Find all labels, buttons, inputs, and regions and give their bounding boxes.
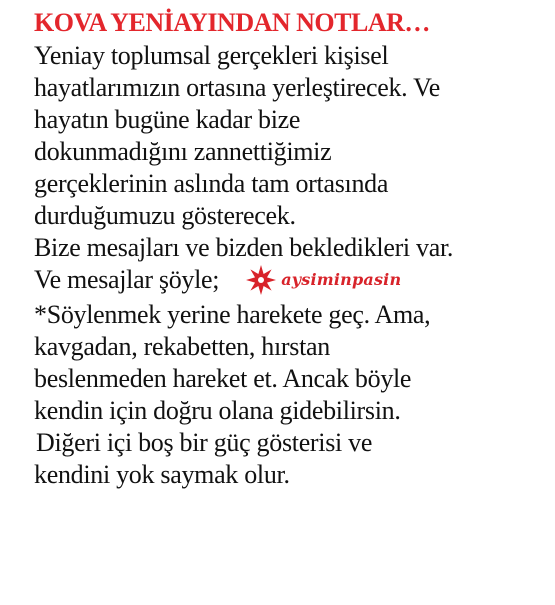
star-burst-icon [245, 264, 277, 296]
body-line-6: durduğumuzu gösterecek. [34, 201, 296, 230]
body-line-8: Ve mesajlar şöyle; [34, 265, 220, 294]
body-line-11: beslenmeden hareket et. Ancak böyle [34, 364, 412, 394]
body-line-8-wrap [34, 264, 545, 299]
body-line-2: hayatlarımızın ortasına yerleştirecek. Ve [34, 73, 440, 102]
body-line-1: Yeniay toplumsal gerçekleri kişisel [34, 41, 389, 70]
signature [245, 262, 401, 296]
body-line-5: gerçeklerinin aslında tam ortasında [34, 169, 389, 198]
note-title: KOVA YENİAYINDAN NOTLAR… [34, 8, 430, 37]
signature-text: aysiminpasin [281, 270, 402, 290]
body-line-9: *Söylenmek yerine harekete geç. Ama, [34, 300, 431, 330]
body-line-13: Diğeri içi boş bir güç gösterisi ve [36, 428, 373, 458]
body-line-14: kendini yok saymak olur. [34, 460, 290, 490]
body-line-7: Bize mesajları ve bizden bekledikleri var. [34, 233, 454, 262]
body-line-3: hayatın bugüne kadar bize [34, 105, 301, 134]
body-line-4: dokunmadığını zannettiğimiz [34, 137, 332, 166]
body-line-12: kendin için doğru olana gidebilirsin. [34, 396, 401, 426]
note-body [34, 40, 545, 491]
body-line-10: kavgadan, rekabetten, hırstan [34, 332, 330, 362]
